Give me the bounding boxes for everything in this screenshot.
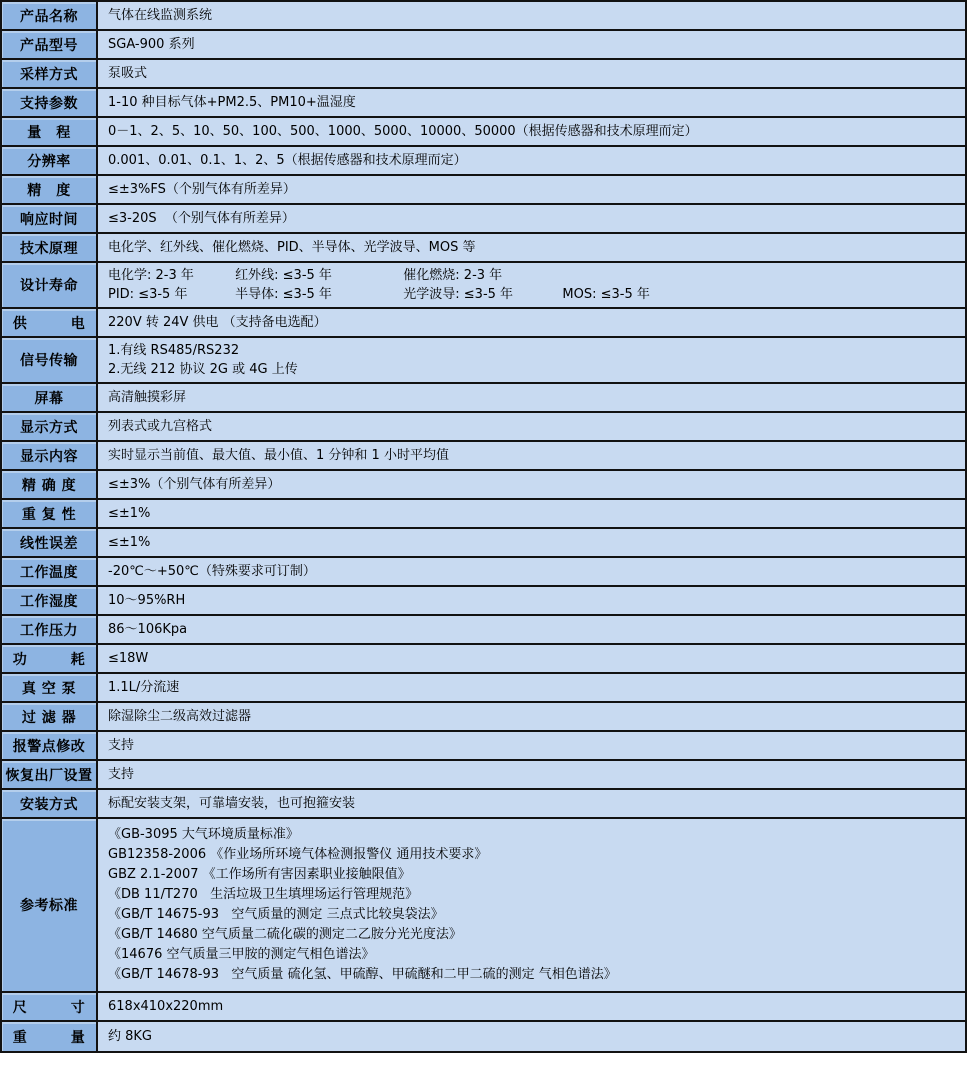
spec-row-alarm-point-modification [2, 732, 965, 761]
row-value: 约 8KG [98, 1022, 965, 1051]
row-label: 重 复 性 [2, 500, 98, 527]
row-label: 信号传输 [2, 338, 98, 382]
spec-row-reference-standards [2, 819, 965, 993]
spec-row-product-name [2, 2, 965, 31]
row-label: 精 度 [2, 176, 98, 203]
row-value: 0－1、2、5、10、50、100、500、1000、5000、10000、50000（根据传感器和技术原理而定） [98, 118, 965, 145]
standard-line: GB12358-2006 《作业场所环境气体检测报警仪 通用技术要求》 [108, 847, 488, 862]
spec-row-resolution [2, 147, 965, 176]
row-value: 220V 转 24V 供电 （支持备电选配） [98, 309, 965, 336]
row-label: 显示内容 [2, 442, 98, 469]
row-value: ≤3-20S （个别气体有所差异） [98, 205, 965, 232]
spec-row-weight [2, 1022, 965, 1051]
standard-line: 《GB-3095 大气环境质量标准》 [108, 827, 299, 842]
spec-row-sampling-method [2, 60, 965, 89]
row-label: 工作温度 [2, 558, 98, 585]
row-value: ≤±1% [98, 529, 965, 556]
spec-row-product-model [2, 31, 965, 60]
row-label: 安装方式 [2, 790, 98, 817]
design-life-optical-waveguide: 光学波导: ≤3-5 年 [403, 287, 514, 302]
row-value [98, 263, 965, 307]
row-label: 报警点修改 [2, 732, 98, 759]
design-life-electrochemical: 电化学: 2-3 年 [108, 268, 194, 283]
row-value: 86～106Kpa [98, 616, 965, 643]
spec-row-power-supply [2, 309, 965, 338]
standard-line: 《DB 11/T270 生活垃圾卫生填埋场运行管理规范》 [108, 887, 419, 902]
row-label: 产品型号 [2, 31, 98, 58]
row-value: ≤±3%（个别气体有所差异） [98, 471, 965, 498]
row-value: ≤18W [98, 645, 965, 672]
row-label: 设计寿命 [2, 263, 98, 307]
row-value: 气体在线监测系统 [98, 2, 965, 29]
spec-row-repeatability [2, 500, 965, 529]
row-value: -20℃～+50℃（特殊要求可订制） [98, 558, 965, 585]
design-life-pid: PID: ≤3-5 年 [108, 287, 188, 302]
design-life-infrared: 红外线: ≤3-5 年 [235, 268, 332, 283]
row-label: 真 空 泵 [2, 674, 98, 701]
spec-row-response-time [2, 205, 965, 234]
row-value: SGA-900 系列 [98, 31, 965, 58]
spec-row-precision [2, 471, 965, 500]
spec-row-operating-temperature [2, 558, 965, 587]
row-value: 列表式或九宫格式 [98, 413, 965, 440]
row-label: 技术原理 [2, 234, 98, 261]
row-value: 10～95%RH [98, 587, 965, 614]
spec-row-factory-reset [2, 761, 965, 790]
spec-row-display-mode [2, 413, 965, 442]
spec-row-design-life [2, 263, 965, 309]
spec-row-operating-pressure [2, 616, 965, 645]
spec-row-dimensions [2, 993, 965, 1022]
row-value: 电化学、红外线、催化燃烧、PID、半导体、光学波导、MOS 等 [98, 234, 965, 261]
row-value: 支持 [98, 761, 965, 788]
row-label: 过 滤 器 [2, 703, 98, 730]
spec-row-measuring-range [2, 118, 965, 147]
spec-row-supported-parameters [2, 89, 965, 118]
row-value: 支持 [98, 732, 965, 759]
design-life-line-1 [108, 266, 955, 285]
row-label: 工作湿度 [2, 587, 98, 614]
design-life-mos: MOS: ≤3-5 年 [562, 287, 650, 302]
row-value: 1-10 种目标气体+PM2.5、PM10+温湿度 [98, 89, 965, 116]
spec-row-signal-transmission [2, 338, 965, 384]
spec-row-linearity-error [2, 529, 965, 558]
spec-row-display-content [2, 442, 965, 471]
row-label: 供 电 [2, 309, 98, 336]
spec-row-power-consumption [2, 645, 965, 674]
row-value: 实时显示当前值、最大值、最小值、1 分钟和 1 小时平均值 [98, 442, 965, 469]
row-value: ≤±1% [98, 500, 965, 527]
standard-line: 《GB/T 14678-93 空气质量 硫化氢、甲硫醇、甲硫醚和二甲二硫的测定 气相色谱法》 [108, 967, 617, 982]
standard-line: 《GB/T 14675-93 空气质量的测定 三点式比较臭袋法》 [108, 907, 444, 922]
row-value: 0.001、0.01、0.1、1、2、5（根据传感器和技术原理而定） [98, 147, 965, 174]
row-label: 屏幕 [2, 384, 98, 411]
row-label: 参考标准 [2, 819, 98, 991]
row-label: 功 耗 [2, 645, 98, 672]
spec-row-installation-method [2, 790, 965, 819]
row-label: 工作压力 [2, 616, 98, 643]
row-label: 支持参数 [2, 89, 98, 116]
design-life-catalytic: 催化燃烧: 2-3 年 [403, 268, 503, 283]
signal-line-2: 2.无线 212 协议 2G 或 4G 上传 [108, 362, 298, 377]
row-value [98, 338, 965, 382]
row-label: 产品名称 [2, 2, 98, 29]
row-label: 重 量 [2, 1022, 98, 1051]
standard-line: 《14676 空气质量三甲胺的测定气相色谱法》 [108, 947, 375, 962]
row-label: 恢复出厂设置 [2, 761, 98, 788]
design-life-semiconductor: 半导体: ≤3-5 年 [235, 287, 332, 302]
row-value: 泵吸式 [98, 60, 965, 87]
row-value [98, 819, 965, 991]
design-life-line-2 [108, 285, 955, 304]
row-label: 量 程 [2, 118, 98, 145]
spec-row-technical-principle [2, 234, 965, 263]
row-value: 标配安装支架，可靠墙安装，也可抱箍安装 [98, 790, 965, 817]
row-value: 高清触摸彩屏 [98, 384, 965, 411]
row-label: 响应时间 [2, 205, 98, 232]
signal-line-1: 1.有线 RS485/RS232 [108, 343, 240, 358]
spec-row-filter [2, 703, 965, 732]
row-value: 618x410x220mm [98, 993, 965, 1020]
row-label: 精 确 度 [2, 471, 98, 498]
spec-row-accuracy [2, 176, 965, 205]
spec-row-vacuum-pump [2, 674, 965, 703]
row-value: ≤±3%FS（个别气体有所差异） [98, 176, 965, 203]
row-label: 线性误差 [2, 529, 98, 556]
spec-row-operating-humidity [2, 587, 965, 616]
row-label: 显示方式 [2, 413, 98, 440]
row-label: 采样方式 [2, 60, 98, 87]
row-label: 分辨率 [2, 147, 98, 174]
row-value: 1.1L/分流速 [98, 674, 965, 701]
row-value: 除湿除尘二级高效过滤器 [98, 703, 965, 730]
spec-row-screen [2, 384, 965, 413]
standard-line: 《GB/T 14680 空气质量二硫化碳的测定二乙胺分光光度法》 [108, 927, 462, 942]
standard-line: GBZ 2.1-2007 《工作场所有害因素职业接触限值》 [108, 867, 411, 882]
row-label: 尺 寸 [2, 993, 98, 1020]
